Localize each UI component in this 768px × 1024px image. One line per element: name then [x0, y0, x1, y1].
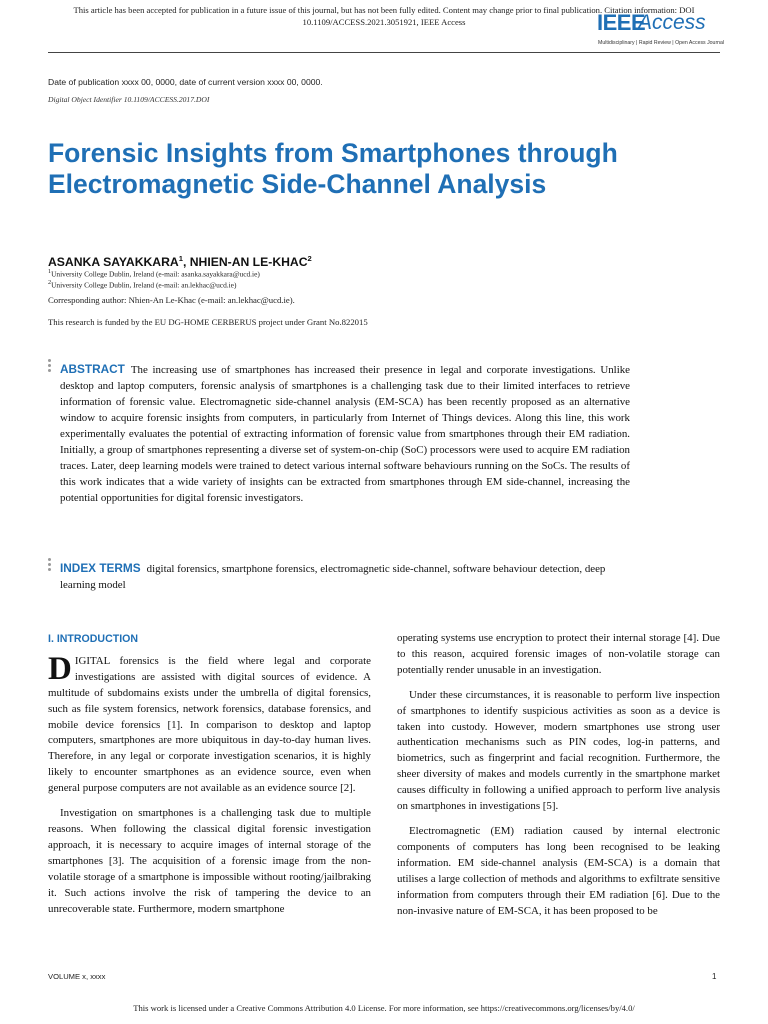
author-affil-mark: 1: [178, 254, 183, 263]
author-name: ASANKA SAYAKKARA: [48, 255, 179, 270]
abstract: [60, 361, 630, 506]
paragraph: Electromagnetic (EM) radiation caused by internal electronic components of computers has long been recognised to be leaking information. EM side-channel analysis (EM-SCA) is a domain that utilises a large collection of methods and algorithms to exfiltrate sensitive information from computers through their EM radiation [6]. Due to the non-invasive nature of EM-SCA, it has been proposed to be: [397, 824, 720, 917]
affiliation-text: University College Dublin, Ireland (e-mail: asanka.sayakkara@ucd.ie): [51, 269, 260, 279]
author-list: [48, 254, 312, 269]
index-terms-label: INDEX TERMS: [60, 561, 141, 575]
ieee-access-logo: [597, 10, 725, 48]
section-marker-icon: [48, 558, 52, 573]
left-column: [48, 632, 371, 917]
affiliation-number: 1: [48, 269, 52, 275]
section-heading: I. INTRODUCTION: [48, 633, 139, 645]
author-affil-mark: 2: [307, 254, 312, 263]
affiliation-2: [48, 280, 236, 289]
notice-line-1: This article has been accepted for publication in a future issue of this journal, but has not been fully edited. Content may change prior to final publication. Citation information: DOI: [73, 5, 695, 15]
paragraph-text: IGITAL forensics is the field where legal and corporate investigations are assisted with digital sources of evidence. A multitude of subdomains exists under the umbrella of digital forensics, such as file system forensics, network forensics, database forensics, and mobile device forensics [1]. In comparison to desktop and laptop computers, smartphones are more ubiquitous in day-to-day human lives. Therefore, in any legal or corporate investigation scenarios, it is highly likely to encounter smartphones as an evidence source, even when general purpose computers are not available as an evidence source [2].: [48, 654, 371, 795]
logo-tagline: Multidisciplinary | Rapid Review | Open Access Journal: [598, 40, 725, 46]
header-rule: [48, 52, 720, 53]
index-terms: [60, 560, 636, 593]
volume-label: VOLUME x, xxxx: [48, 972, 106, 981]
paragraph: operating systems use encryption to protect their internal storage [4]. Due to this reason, acquired forensic images of non-volatile storage can potentially render unusable in an investigation.: [397, 632, 720, 676]
paragraph: Investigation on smartphones is a challenging task due to multiple reasons. When following the classical digital forensic investigation approach, it is necessary to acquire images of internal storage of the smartphones [3]. The acquisition of a forensic image from the non-volatile storage of a smartphone is impossible without rooting/jailbraking it. Such actions involve the risk of tampering the device to an unrecoverable state. Furthermore, modern smartphone: [48, 807, 371, 915]
page-number: 1: [712, 972, 717, 981]
doi-line: Digital Object Identifier 10.1109/ACCESS.2017.DOI: [48, 95, 210, 104]
license-notice: This work is licensed under a Creative Commons Attribution 4.0 License. For more information, see https://creativecommons.org/licenses/by/4.0/: [133, 1003, 635, 1013]
abstract-text: The increasing use of smartphones has increased their presence in legal and corporate investigations. Unlike desktop and laptop computers, forensic analysis of smartphones is a challenging task due to their limited interfaces to retrieve information of forensic value. Electromagnetic side-channel analysis (EM-SCA) has been recently proposed as an alternative window to acquire forensic insights from computers, in particularly from Internet of Things devices. Along this line, this work experimentally evaluates the potential of extracting information of forensic value from smartphones through their EM radiation. Initially, a group of smartphones representing a diverse set of system-on-chip (SoC) processors were used to acquire EM radiation traces. Later, deep learning models were trained to detect various internal software behaviours running on the SoCs. The results of this work indicates that a wide variety of insights can be extracted from smartphones through EM side-channel, increasing the potential opportunities for digital forensic investigators.: [60, 364, 630, 504]
affiliation-text: University College Dublin, Ireland (e-mail: an.lekhac@ucd.ie): [51, 280, 237, 290]
author-separator: ,: [182, 255, 190, 270]
index-terms-text: digital forensics, smartphone forensics, electromagnetic side-channel, software behaviour detection, deep learning model: [60, 563, 606, 591]
drop-cap: D: [48, 650, 72, 687]
paper-title: Forensic Insights from Smartphones through Electromagnetic Side-Channel Analysis: [48, 138, 618, 199]
corresponding-author: Corresponding author: Nhien-An Le-Khac (e-mail: an.lekhac@ucd.ie).: [48, 295, 295, 305]
logo-ieee-text: IEEE: [597, 10, 646, 35]
right-column: [397, 631, 720, 919]
section-marker-icon: [48, 359, 52, 374]
abstract-label: ABSTRACT: [60, 362, 125, 376]
affiliation-1: [48, 269, 260, 278]
funding-note: This research is funded by the EU DG-HOME CERBERUS project under Grant No.822015: [48, 317, 368, 327]
paragraph: Under these circumstances, it is reasonable to perform live inspection of smartphones to identify suspicious activities as soon as a device is taken into custody. However, modern smartphones use strong user authentication mechanisms such as PIN codes, log-in patterns, and biometrics, such as fingerprint and facial recognition. Furthermore, the sheer diversity of makes and models currently in the smartphone market causes difficulty in following a unified approach to perform live analysis on smartphones in investigations [5].: [397, 688, 720, 813]
publication-date: Date of publication xxxx 00, 0000, date of current version xxxx 00, 0000.: [48, 77, 323, 87]
affiliation-number: 2: [48, 280, 52, 286]
author-name: NHIEN-AN LE-KHAC: [189, 255, 308, 270]
logo-access-text: Access: [638, 11, 706, 34]
paragraph: [48, 650, 371, 797]
notice-line-2: 10.1109/ACCESS.2021.3051921, IEEE Access: [302, 17, 466, 27]
